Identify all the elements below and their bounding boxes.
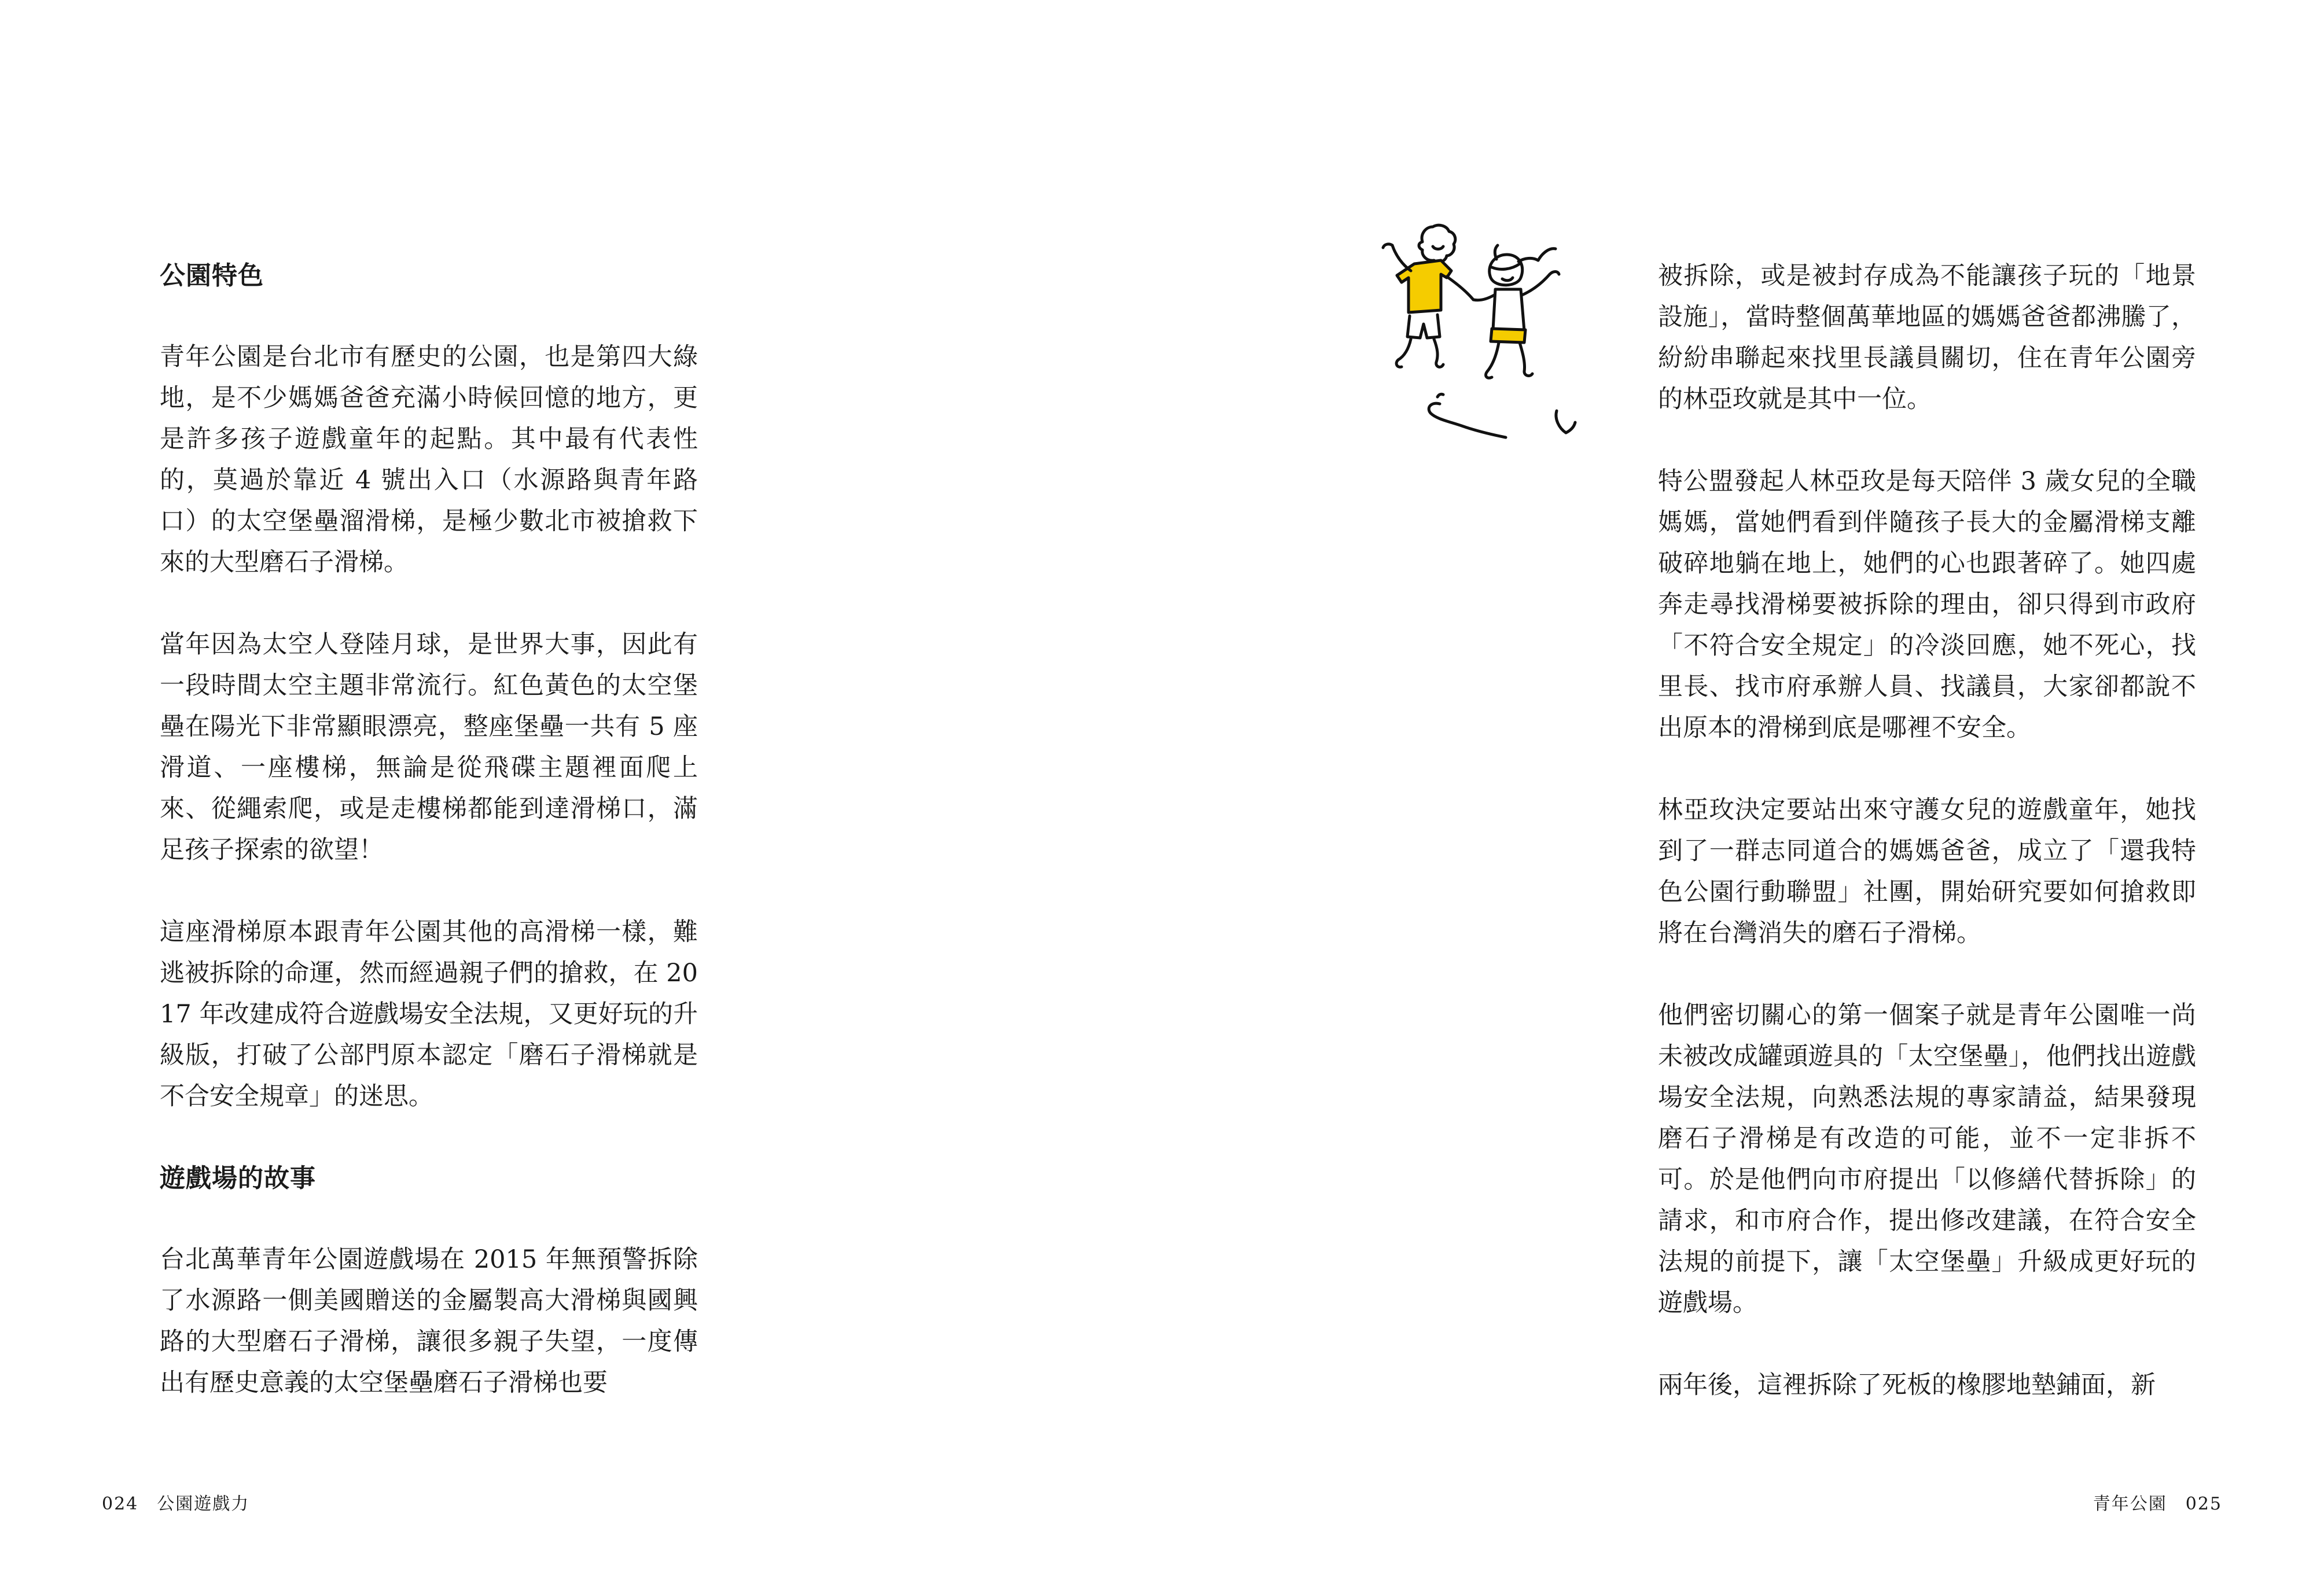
page-number: 025 — [2185, 1494, 2222, 1514]
paragraph: 特公盟發起人林亞玫是每天陪伴 3 歲女兒的全職媽媽，當她們看到伴隨孩子長大的金屬滑梯支離破碎地躺在地上，她們的心也跟著碎了。她四處奔走尋找滑梯要被拆除的理由，卻只得到市政府「不符合安全規定」的冷淡回應，她不死心，找里長、找市府承辦人員、找議員，大家卻都說不出原本的滑梯到底是哪裡不安全。 — [1658, 467, 2196, 742]
section-heading-playground-story: 遊戲場的故事 — [160, 1164, 316, 1193]
paragraph: 當年因為太空人登陸月球，是世界大事，因此有一段時間太空主題非常流行。紅色黃色的太空堡壘在陽光下非常顯眼漂亮，整座堡壘一共有 5 座滑道、一座樓梯，無論是從飛碟主題裡面爬上來、從繩索爬，或是走樓梯都能到達滑梯口，滿足孩子探索的欲望！ — [160, 630, 698, 864]
paragraph: 他們密切關心的第一個案子就是青年公園唯一尚未被改成罐頭遊具的「太空堡壘」，他們找出遊戲場安全法規，向熟悉法規的專家請益，結果發現磨石子滑梯是有改造的可能，並不一定非拆不可。於是他們向市府提出「以修繕代替拆除」的請求，和市府合作，提出修改建議，在符合安全法規的前提下，讓「太空堡壘」升級成更好玩的遊戲場。 — [1658, 1001, 2196, 1317]
paragraph: 台北萬華青年公園遊戲場在 2015 年無預警拆除了水源路一側美國贈送的金屬製高大滑梯與國興路的大型磨石子滑梯，讓很多親子失望，一度傳出有歷史意義的太空堡壘磨石子滑梯也要 — [160, 1245, 698, 1397]
chapter-title: 青年公園 — [2093, 1494, 2167, 1514]
right-footer — [2093, 1493, 2222, 1516]
left-footer — [102, 1493, 249, 1516]
page-number: 024 — [102, 1494, 139, 1514]
right-column — [1658, 256, 2196, 1406]
two-children-jumping-illustration — [1377, 208, 1591, 463]
paragraph: 青年公園是台北市有歷史的公園，也是第四大綠地，是不少媽媽爸爸充滿小時候回憶的地方，更是許多孩子遊戲童年的起點。其中最有代表性的，莫過於靠近 4 號出入口（水源路與青年路口）的太空堡壘溜滑梯，是極少數北市被搶救下來的大型磨石子滑梯。 — [160, 343, 698, 577]
paragraph: 林亞玫決定要站出來守護女兒的遊戲童年，她找到了一群志同道合的媽媽爸爸，成立了「還我特色公園行動聯盟」社團，開始研究要如何搶救即將在台灣消失的磨石子滑梯。 — [1658, 796, 2196, 948]
paragraph: 兩年後，這裡拆除了死板的橡膠地墊鋪面，新 — [1658, 1371, 2156, 1400]
left-column — [160, 256, 698, 1404]
section-heading-park-features: 公園特色 — [160, 261, 264, 290]
paragraph: 被拆除，或是被封存成為不能讓孩子玩的「地景設施」，當時整個萬華地區的媽媽爸爸都沸騰了，紛紛串聯起來找里長議員關切，住在青年公園旁的林亞玫就是其中一位。 — [1658, 262, 2196, 414]
book-title: 公園遊戲力 — [157, 1494, 250, 1514]
paragraph: 這座滑梯原本跟青年公園其他的高滑梯一樣，難逃被拆除的命運，然而經過親子們的搶救，在 2017 年改建成符合遊戲場安全法規，又更好玩的升級版，打破了公部門原本認定「磨石子滑梯就是不合安全規章」的迷思。 — [160, 918, 698, 1111]
